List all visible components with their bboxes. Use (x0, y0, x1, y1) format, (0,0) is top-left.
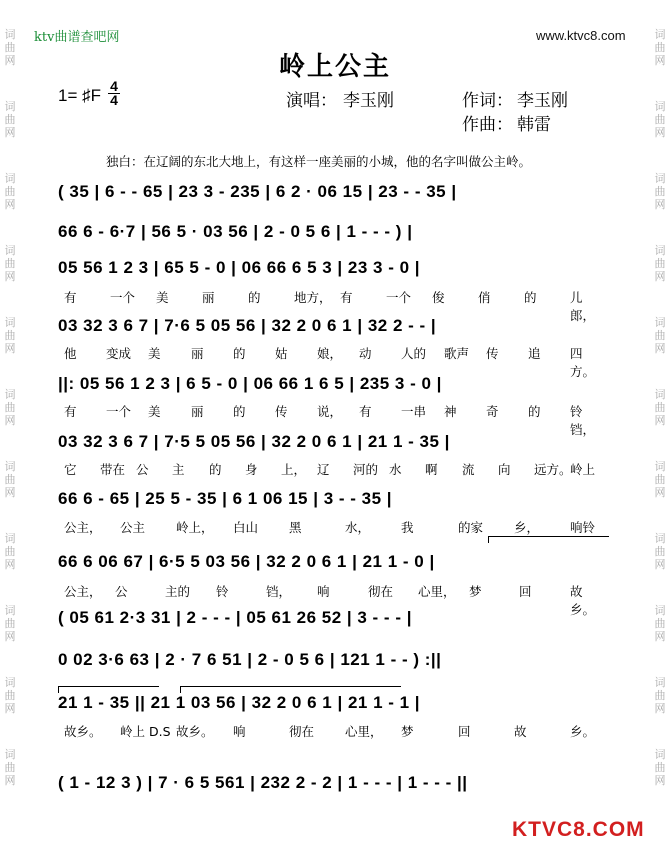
lyric-word: 地方， (294, 290, 332, 305)
lyric-word: 水 (389, 462, 402, 477)
lyric-word: 故 (514, 724, 527, 739)
lyric-word: 动 (359, 346, 372, 361)
side-watermark-char: 词 (654, 244, 666, 257)
site-name-left: ktv曲谱查吧网 (34, 30, 120, 45)
side-watermark-char: 网 (4, 198, 16, 211)
notation-row: 03 32 3 6 7 | 7·6 5 05 56 | 32 2 0 6 1 | 32 2 - - | (58, 316, 437, 335)
lyric-word: 彻在 (368, 584, 394, 599)
time-signature (108, 80, 120, 107)
composer-label: 作曲： (462, 115, 513, 135)
lyric-word: 故乡。 (570, 584, 596, 617)
side-watermark-char: 词 (654, 172, 666, 185)
lyricist-credit (462, 86, 568, 111)
lyric-word: 美 (148, 346, 161, 361)
side-watermark-char: 曲 (654, 329, 666, 342)
side-watermark-char: 曲 (654, 689, 666, 702)
lyric-word: 带在 (100, 462, 126, 477)
lyric-row (64, 582, 604, 617)
lyric-word: 传 (486, 346, 499, 361)
lyric-word: 一个 (110, 290, 136, 305)
key-signature: 1= ♯F (58, 86, 101, 105)
volta-bracket (180, 686, 401, 693)
side-watermark-char: 词 (654, 316, 666, 329)
lyric-word: 的 (524, 290, 537, 305)
side-watermark-char: 曲 (4, 689, 16, 702)
side-watermark-char: 词 (654, 28, 666, 41)
singer-credit (286, 86, 394, 111)
lyric-word: 乡， (514, 520, 540, 535)
side-watermark-char: 曲 (4, 257, 16, 270)
side-watermark-group (654, 604, 666, 643)
lyric-row (64, 402, 604, 437)
lyric-word: 铛， (266, 584, 292, 599)
lyric-word: 上， (281, 462, 307, 477)
side-watermark-char: 词 (4, 676, 16, 689)
notation-row: 66 6 - 65 | 25 5 - 35 | 6 1 06 15 | 3 - - 35 | (58, 489, 393, 508)
side-watermark-group (4, 460, 16, 499)
side-watermark-char: 词 (654, 748, 666, 761)
lyricist-name: 李玉刚 (517, 91, 568, 111)
side-watermark-char: 网 (654, 414, 666, 427)
side-watermark-char: 词 (654, 460, 666, 473)
lyric-word: 美 (156, 290, 169, 305)
lyric-word: 铃 (216, 584, 229, 599)
lyric-row (64, 288, 604, 323)
side-watermark-char: 网 (654, 702, 666, 715)
side-watermark-char: 曲 (4, 617, 16, 630)
side-watermark-group (654, 532, 666, 571)
site-url-right: www.ktvc8.com (536, 28, 626, 43)
side-watermark-group (4, 748, 16, 787)
side-watermark-group (654, 676, 666, 715)
side-watermark-group (4, 388, 16, 427)
volta-bracket (488, 536, 609, 543)
side-watermark-char: 曲 (654, 185, 666, 198)
lyric-word: 丽 (191, 346, 204, 361)
lyric-word: 丽 (202, 290, 215, 305)
composer-name: 韩雷 (517, 115, 551, 135)
lyric-word: 河的 (353, 462, 379, 477)
lyric-word: 有 (64, 404, 77, 419)
side-watermark-char: 曲 (4, 545, 16, 558)
side-watermark-char: 网 (654, 198, 666, 211)
meter-top: 4 (110, 78, 118, 94)
lyric-word: 我 (401, 520, 414, 535)
side-watermark-group (654, 460, 666, 499)
lyric-word: 身 (245, 462, 258, 477)
side-watermark-char: 网 (654, 270, 666, 283)
lyric-row (64, 518, 604, 534)
lyric-word: 主的 (165, 584, 191, 599)
side-watermark-char: 词 (4, 28, 16, 41)
lyric-word: 有 (340, 290, 353, 305)
side-watermark-char: 网 (654, 774, 666, 787)
side-watermark-group (654, 172, 666, 211)
lyric-word: 流 (462, 462, 475, 477)
lyric-word: 变成 (106, 346, 132, 361)
lyric-word: 故乡。 (176, 724, 214, 739)
side-watermark-char: 词 (654, 676, 666, 689)
lyric-word: 一个 (106, 404, 132, 419)
side-watermark-char: 网 (4, 270, 16, 283)
lyric-word: 岭上 (570, 462, 596, 477)
lyric-word: 水， (345, 520, 371, 535)
side-watermark-char: 网 (654, 342, 666, 355)
lyric-word: 姑 (275, 346, 288, 361)
notation-row: 05 56 1 2 3 | 65 5 - 0 | 06 66 6 5 3 | 23 3 - 0 | (58, 258, 421, 277)
lyricist-label: 作词： (462, 91, 513, 111)
lyric-word: 白山 (233, 520, 259, 535)
notation-row: ( 1 - 12 3 ) | 7 · 6 5 561 | 232 2 - 2 | 1 - - - | 1 - - - || (58, 773, 468, 792)
lyric-word: 回 (458, 724, 471, 739)
lyric-word: 儿郎， (570, 290, 596, 323)
side-watermark-char: 曲 (654, 545, 666, 558)
lyric-word: 它 (64, 462, 77, 477)
lyric-word: 有 (359, 404, 372, 419)
side-watermark-char: 词 (4, 748, 16, 761)
side-watermark-char: 网 (4, 558, 16, 571)
lyric-word: 的 (209, 462, 222, 477)
lyric-word: 梦 (469, 584, 482, 599)
side-watermark-char: 词 (4, 244, 16, 257)
lyric-word: 丽 (191, 404, 204, 419)
lyric-word: 彻在 (289, 724, 315, 739)
lyric-word: 回 (519, 584, 532, 599)
lyric-word: 一个 (386, 290, 412, 305)
lyric-word: 的 (528, 404, 541, 419)
lyric-word: 心里， (418, 584, 456, 599)
side-watermark-char: 词 (654, 532, 666, 545)
notation-row: 66 6 06 67 | 6·5 5 03 56 | 32 2 0 6 1 | 21 1 - 0 | (58, 552, 435, 571)
notation-row: 66 6 - 6·7 | 56 5 · 03 56 | 2 - 0 5 6 | 1 - - - ) | (58, 222, 413, 241)
side-watermark-group (654, 388, 666, 427)
lyric-word: 歌声 (444, 346, 470, 361)
side-watermark-char: 网 (654, 126, 666, 139)
side-watermark-char: 曲 (654, 113, 666, 126)
side-watermark-group (654, 100, 666, 139)
lyric-word: 有 (64, 290, 77, 305)
notation-row: 03 32 3 6 7 | 7·5 5 05 56 | 32 2 0 6 1 | 21 1 - 35 | (58, 432, 450, 451)
lyric-word: 主 (172, 462, 185, 477)
side-watermark-char: 网 (4, 54, 16, 67)
side-watermark-char: 词 (654, 100, 666, 113)
side-watermark-char: 网 (4, 342, 16, 355)
lyric-word: 说， (317, 404, 343, 419)
side-watermark-char: 词 (4, 172, 16, 185)
lyric-word: 乡。 (570, 724, 596, 739)
lyric-word: 俏 (478, 290, 491, 305)
lyric-word: 俊 (432, 290, 445, 305)
lyric-word: 公主 (120, 520, 146, 535)
side-watermark-char: 网 (654, 54, 666, 67)
lyric-row (64, 460, 604, 476)
lyric-word: 人的 (401, 346, 427, 361)
lyric-row (64, 722, 604, 738)
lyric-word: 岭上， (176, 520, 214, 535)
lyric-word: 一串 (401, 404, 427, 419)
side-watermark-char: 曲 (654, 257, 666, 270)
side-watermark-char: 曲 (654, 401, 666, 414)
side-watermark-char: 网 (654, 630, 666, 643)
side-watermark-char: 曲 (4, 401, 16, 414)
side-watermark-group (654, 748, 666, 787)
lyric-row (64, 344, 604, 379)
side-watermark-char: 网 (654, 558, 666, 571)
side-watermark-group (4, 316, 16, 355)
volta-bracket (58, 686, 159, 693)
lyric-word: 响 (233, 724, 246, 739)
lyric-word: 向 (498, 462, 511, 477)
notation-row: 0 02 3·6 63 | 2 · 7 6 51 | 2 - 0 5 6 | 121 1 - - ) :|| (58, 650, 442, 669)
lyric-word: 的 (233, 346, 246, 361)
lyric-word: 四方。 (570, 346, 596, 379)
side-watermark-char: 网 (654, 486, 666, 499)
side-watermark-char: 网 (4, 486, 16, 499)
side-watermark-char: 网 (4, 126, 16, 139)
bottom-watermark: KTVC8.COM (512, 818, 645, 841)
lyric-word: 美 (148, 404, 161, 419)
lyric-word: 追 (528, 346, 541, 361)
side-watermark-group (654, 244, 666, 283)
song-title: 岭上公主 (278, 52, 391, 82)
lyric-word: 的 (248, 290, 261, 305)
side-watermark-char: 网 (4, 414, 16, 427)
lyric-word: 黑 (289, 520, 302, 535)
lyric-word: 奇 (486, 404, 499, 419)
meter-bottom: 4 (110, 92, 118, 108)
lyric-word: 啊 (425, 462, 438, 477)
lyric-word: 远方。 (534, 462, 572, 477)
lyric-word: 故乡。 (64, 724, 102, 739)
side-watermark-char: 曲 (4, 113, 16, 126)
side-watermark-char: 曲 (4, 761, 16, 774)
side-watermark-char: 词 (4, 460, 16, 473)
side-watermark-char: 曲 (4, 41, 16, 54)
side-watermark-char: 曲 (4, 329, 16, 342)
side-watermark-char: 词 (4, 532, 16, 545)
lyric-word: 响铃 (570, 520, 596, 535)
side-watermark-char: 词 (654, 604, 666, 617)
side-watermark-char: 曲 (4, 185, 16, 198)
lyric-word: 梦 (401, 724, 414, 739)
side-watermark-char: 词 (4, 100, 16, 113)
lyric-word: 铃铛， (570, 404, 596, 437)
side-watermark-char: 曲 (654, 41, 666, 54)
side-watermark-char: 曲 (654, 473, 666, 486)
notation-row: ( 35 | 6 - - 65 | 23 3 - 235 | 6 2 · 06 15 | 23 - - 35 | (58, 182, 457, 201)
composer-credit (462, 110, 551, 135)
side-watermark-char: 网 (4, 630, 16, 643)
lyric-word: 娘， (317, 346, 343, 361)
side-watermark-char: 词 (654, 388, 666, 401)
lyric-word: 响 (317, 584, 330, 599)
side-watermark-char: 词 (4, 316, 16, 329)
lyric-word: 的 (233, 404, 246, 419)
lyric-word: 神 (444, 404, 457, 419)
lyric-word: 辽 (317, 462, 330, 477)
lyric-word: 公主， (64, 520, 102, 535)
lyric-word: 岭上 D.S (120, 724, 171, 739)
lyric-word: 心里， (345, 724, 383, 739)
lyric-word: 公 (136, 462, 149, 477)
side-watermark-char: 网 (4, 702, 16, 715)
narration: 独白：在辽阔的东北大地上，有这样一座美丽的小城，他的名字叫做公主岭。 (106, 154, 532, 169)
side-watermark-char: 曲 (654, 617, 666, 630)
side-watermark-group (4, 532, 16, 571)
side-watermark-group (654, 316, 666, 355)
notation-row: 21 1 - 35 || 21 1 03 56 | 32 2 0 6 1 | 21 1 - 1 | (58, 693, 421, 712)
notation-row: ( 05 61 2·3 31 | 2 - - - | 05 61 26 52 | 3 - - - | (58, 608, 412, 627)
singer-name: 李玉刚 (343, 91, 394, 111)
lyric-word: 公主， (64, 584, 102, 599)
side-watermark-group (4, 100, 16, 139)
side-watermark-group (4, 172, 16, 211)
lyric-word: 他 (64, 346, 77, 361)
lyric-word: 的家 (458, 520, 484, 535)
side-watermark-char: 曲 (4, 473, 16, 486)
lyric-word: 传 (275, 404, 288, 419)
side-watermark-group (4, 604, 16, 643)
lyric-word: 公 (115, 584, 128, 599)
side-watermark-char: 曲 (654, 761, 666, 774)
singer-label: 演唱： (286, 91, 337, 111)
side-watermark-char: 词 (4, 604, 16, 617)
side-watermark-group (4, 676, 16, 715)
side-watermark-char: 词 (4, 388, 16, 401)
notation-row: ||: 05 56 1 2 3 | 6 5 - 0 | 06 66 1 6 5 | 235 3 - 0 | (58, 374, 442, 393)
side-watermark-char: 网 (4, 774, 16, 787)
side-watermark-group (4, 244, 16, 283)
